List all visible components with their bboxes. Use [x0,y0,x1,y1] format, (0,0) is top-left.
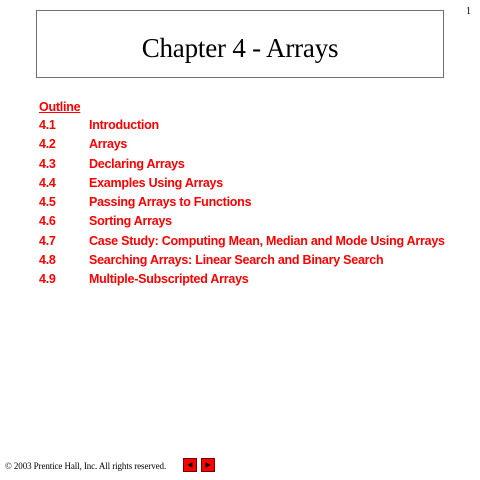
outline-item-number: 4.9 [39,272,56,287]
outline-item [39,193,469,212]
outline-item-number: 4.2 [39,137,56,152]
outline-item-text: Declaring Arrays [89,156,185,171]
page-number: 1 [466,6,471,17]
outline-item-text: Sorting Arrays [89,214,172,229]
triangle-right-icon [202,459,214,471]
outline-item [39,174,469,193]
triangle-left-icon [184,459,196,471]
outline-item [39,251,469,270]
outline-item [39,270,469,289]
outline-item-number: 4.3 [39,156,56,171]
previous-slide-button[interactable] [183,458,197,472]
outline-item-number: 4.6 [39,214,56,229]
outline-item-number: 4.4 [39,175,56,190]
outline-item-number: 4.7 [39,233,56,248]
next-slide-button[interactable] [201,458,215,472]
outline-item [39,135,469,154]
outline-item-text: Case Study: Computing Mean, Median and Mode Using Arrays [89,233,445,248]
outline-item-text: Introduction [89,118,159,132]
outline-item-number: 4.8 [39,253,56,268]
slide-title: Chapter 4 - Arrays [141,32,339,63]
outline-item [39,116,469,135]
outline-item [39,212,469,231]
copyright-notice: © 2003 Prentice Hall, Inc. All rights reserved. [5,461,167,471]
outline-item-text: Multiple-Subscripted Arrays [89,272,249,287]
outline [39,98,469,290]
outline-item-text: Examples Using Arrays [89,175,223,190]
slide-navigation [183,458,215,472]
outline-item [39,232,469,251]
outline-item-number: 4.1 [39,118,56,132]
outline-item-text: Passing Arrays to Functions [89,195,252,210]
outline-item [39,155,469,174]
outline-item-text: Arrays [89,137,128,152]
outline-heading: Outline [39,100,81,114]
outline-item-text: Searching Arrays: Linear Search and Binary Search [89,253,384,268]
title-box [36,10,444,78]
outline-item-number: 4.5 [39,195,56,210]
